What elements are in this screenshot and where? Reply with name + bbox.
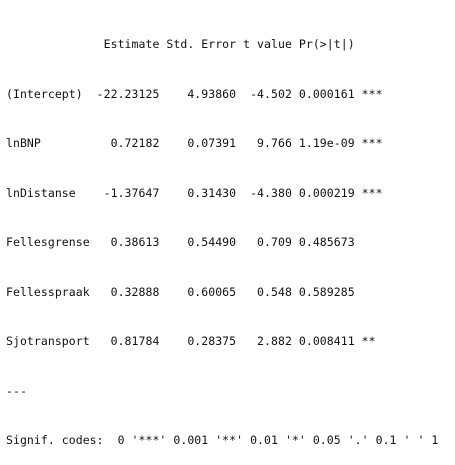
table-header: Estimate Std. Error t value Pr(>|t|) [6, 37, 383, 51]
signif-codes-line: Signif. codes: 0 '***' 0.001 '**' 0.01 '*' 0.05 '.' 0.1 ' ' 1 [6, 433, 439, 447]
table-row-intercept: (Intercept) -22.23125 4.93860 -4.502 0.000161 *** [6, 86, 383, 101]
separator-line: --- [6, 383, 27, 398]
table-row-fellesspraak: Fellesspraak 0.32888 0.60065 0.548 0.589285 [6, 284, 383, 299]
table-row-lnbnp: lnBNP 0.72182 0.07391 9.766 1.19e-09 *** [6, 136, 383, 150]
table-row-lndistanse: lnDistanse -1.37647 0.31430 -4.380 0.000219 *** [6, 185, 383, 200]
r-console-output [6, 3, 438, 465]
table-row-fellesgrense: Fellesgrense 0.38613 0.54490 0.709 0.485673 [6, 235, 383, 249]
table-row-sjotransport: Sjotransport 0.81784 0.28375 2.882 0.008411 ** [6, 334, 383, 348]
